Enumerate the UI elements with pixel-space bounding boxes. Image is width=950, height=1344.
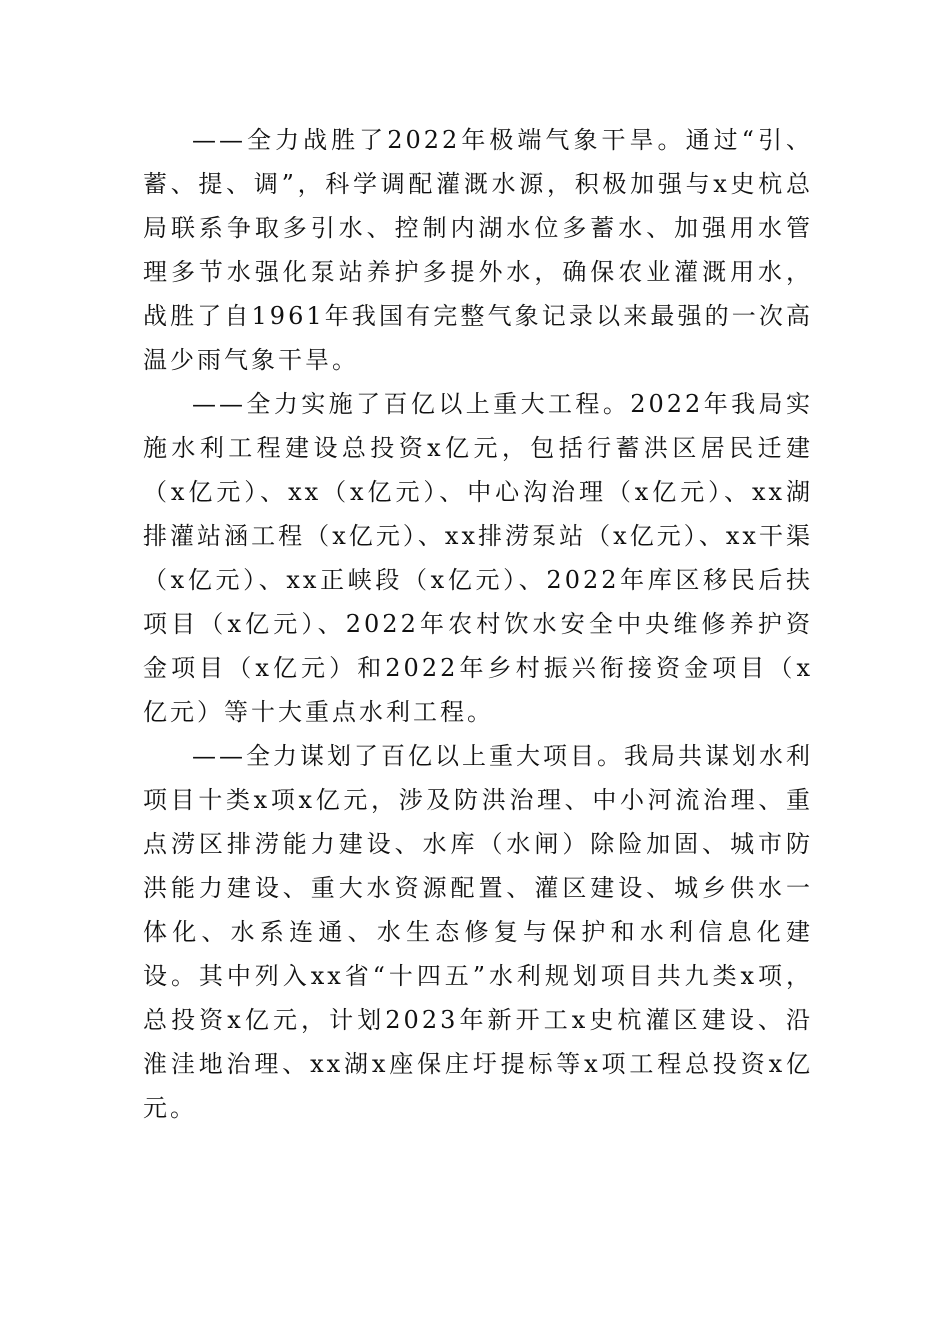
paragraph-major-projects-implemented: ——全力实施了百亿以上重大工程。2022年我局实施水利工程建设总投资x亿元，包括行蓄洪区居民迁建（x亿元）、xx（x亿元）、中心沟治理（x亿元）、xx湖排灌站涵工程（x亿元）、xx排涝泵站（x亿元）、xx干渠（x亿元）、xx正峡段（x亿元）、2022年库区移民后扶项目（x亿元）、2022年农村饮水安全中央维修养护资金项目（x亿元）和2022年乡村振兴衔接资金项目（x亿元）等十大重点水利工程。 xyxy=(143,390,813,726)
paragraph-drought-relief: ——全力战胜了2022年极端气象干旱。通过“引、蓄、提、调”，科学调配灌溉水源，积极加强与x史杭总局联系争取多引水、控制内湖水位多蓄水、加强用水管理多节水强化泵站养护多提外水，确保农业灌溉用水，战胜了自1961年我国有完整气象记录以来最强的一次高温少雨气象干旱。 xyxy=(143,126,813,374)
paragraph-major-projects-planned: ——全力谋划了百亿以上重大项目。我局共谋划水利项目十类x项x亿元，涉及防洪治理、中小河流治理、重点涝区排涝能力建设、水库（水闸）除险加固、城市防洪能力建设、重大水资源配置、灌区建设、城乡供水一体化、水系连通、水生态修复与保护和水利信息化建设。其中列入xx省“十四五”水利规划项目共九类x项，总投资x亿元，计划2023年新开工x史杭灌区建设、沿淮洼地治理、xx湖x座保庄圩提标等x项工程总投资x亿元。 xyxy=(143,742,813,1122)
document-body xyxy=(143,118,813,1130)
